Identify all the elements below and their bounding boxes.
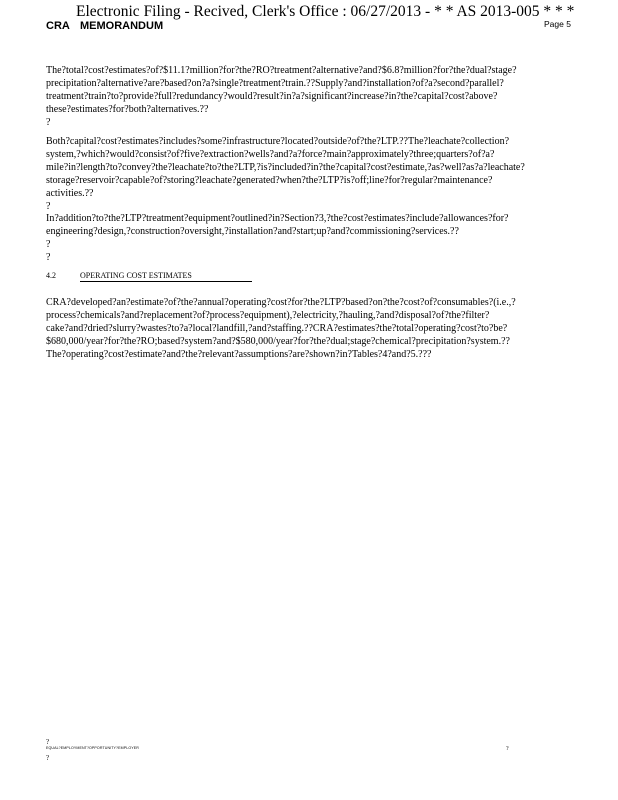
footer-mark: ?: [46, 738, 50, 746]
paragraph-allowances: In?addition?to?the?LTP?treatment?equipment?outlined?in?Section?3,?the?cost?estimates?include?allowances?for? engineering?design,?construction?oversight,?installation?and?start;up?and?commissioning?services.?? ? ?: [46, 213, 509, 264]
section-number: 4.2: [46, 271, 56, 280]
company-name: CRA: [46, 20, 70, 32]
footer-equal-opportunity: EQUAL?EMPLOYMENT?OPPORTUNITY?EMPLOYER: [46, 746, 139, 750]
paragraph-infrastructure: Both?capital?cost?estimates?includes?some?infrastructure?located?outside?of?the?LTP.??The?leachate?collection? system,?which?would?consist?of?five?extraction?wells?and?a?force?main?approximately?three;quarters?of?a? mile?in?length?to?convey?the?leachate?to?the?LTP,?is?included?in?the?capital?cost?estimate,?as?well?as?a?leachate? storage?reservoir?capable?of?storing?leachate?generated?when?the?LTP?is?off;line?for?regular?maintenance? activities.?? ?: [46, 136, 525, 213]
paragraph-capital-cost: The?total?cost?estimates?of?$11.1?million?for?the?RO?treatment?alternative?and?$6.8?million?for?the?dual?stage? precipitation?alternative?are?based?on?a?single?treatment?train.??Supply?and?installation?of?a?second?parallel? treatment?train?to?provide?full?redundancy?would?result?in?a?significant?increase?in?the?capital?cost?above? these?estimates?for?both?alternatives.?? ?: [46, 65, 517, 129]
paragraph-operating-cost: CRA?developed?an?estimate?of?the?annual?operating?cost?for?the?LTP?based?on?the?cost?of?consumables?(i.e.,? process?chemicals?and?replacement?of?process?equipment),?electricity,?hauling,?and?disposal?of?the?filter? cake?and?dried?slurry?wastes?to?a?local?landfill,?and?staffing.??CRA?estimates?the?total?operating?cost?to?be? $680,000/year?for?the?RO;based?system?and?$580,000/year?for?the?dual;stage?chemical?precipitation?system.?? The?operating?cost?estimate?and?the?relevant?assumptions?are?shown?in?Tables?4?and?5.???: [46, 297, 516, 361]
page-number: Page 5: [544, 19, 571, 29]
document-type: MEMORANDUM: [80, 20, 164, 32]
footer-mark: ?: [506, 746, 509, 752]
section-title: OPERATING COST ESTIMATES: [80, 271, 252, 282]
electronic-filing-stamp: Electronic Filing - Recived, Clerk's Office : 06/27/2013 - * * AS 2013-005 * * *: [76, 3, 575, 20]
section-heading: [46, 271, 266, 282]
footer-mark: ?: [46, 754, 50, 762]
